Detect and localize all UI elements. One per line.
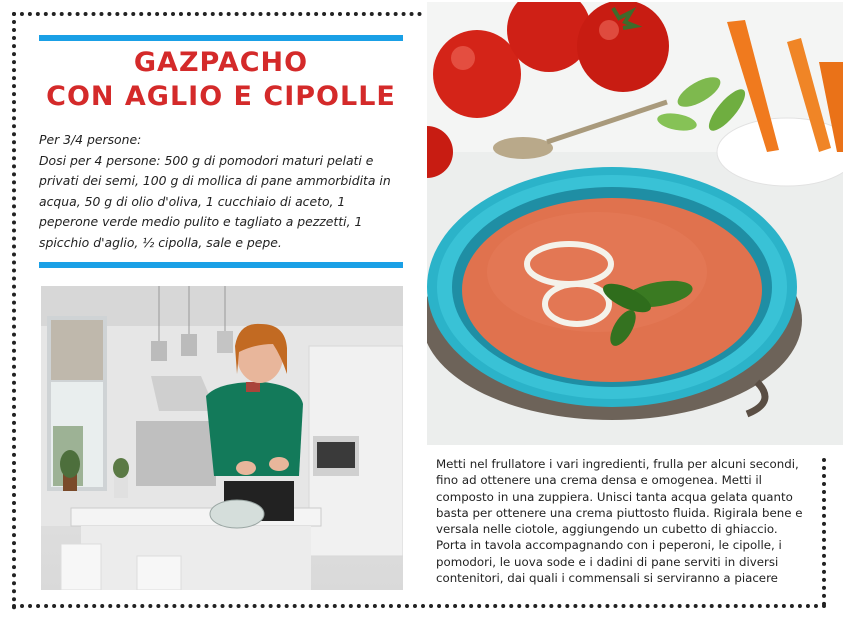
title-line-2: CON AGLIO E CIPOLLE	[46, 81, 396, 112]
method-block	[436, 456, 816, 586]
gazpacho-photo	[427, 2, 843, 445]
top-divider	[39, 35, 403, 41]
recipe-title	[39, 46, 403, 114]
dotted-border-right	[822, 458, 826, 606]
ingredients-block	[39, 130, 403, 253]
servings-text: Per 3/4 persone:	[39, 132, 142, 147]
dotted-border-left	[12, 12, 16, 610]
dotted-border-bottom	[12, 604, 827, 608]
method-paragraph-2: Porta in tavola accompagnando con i peperoni, le cipolle, i pomodori, le uova sode e i dadini di pane serviti in diversi contenitori, dai quali i commensali si serviranno a piacere	[436, 538, 782, 586]
kitchen-photo	[41, 286, 403, 590]
method-paragraph-1: Metti nel frullatore i vari ingredienti, frulla per alcuni secondi, fino ad ottenere una crema densa e omogenea. Metti il composto in una zuppiera. Unisci tanta acqua gelata quanto basta per ottenere una crema piuttosto fluida. Rigirala bene e versala nelle ciotole, aggiungendo un cubetto di ghiaccio.	[436, 457, 803, 537]
ingredients-text: Dosi per 4 persone: 500 g di pomodori maturi pelati e privati dei semi, 100 g di mollica di pane ammorbidita in acqua, 50 g di olio d'oliva, 1 cucchiaio di aceto, 1 peperone verde medio pulito e tagliato a pezzetti, 1 spicchio d'aglio, ½ cipolla, sale e pepe.	[39, 152, 391, 250]
bottom-divider	[39, 262, 403, 268]
dotted-border-top	[12, 12, 422, 16]
title-line-1: GAZPACHO	[133, 47, 309, 78]
